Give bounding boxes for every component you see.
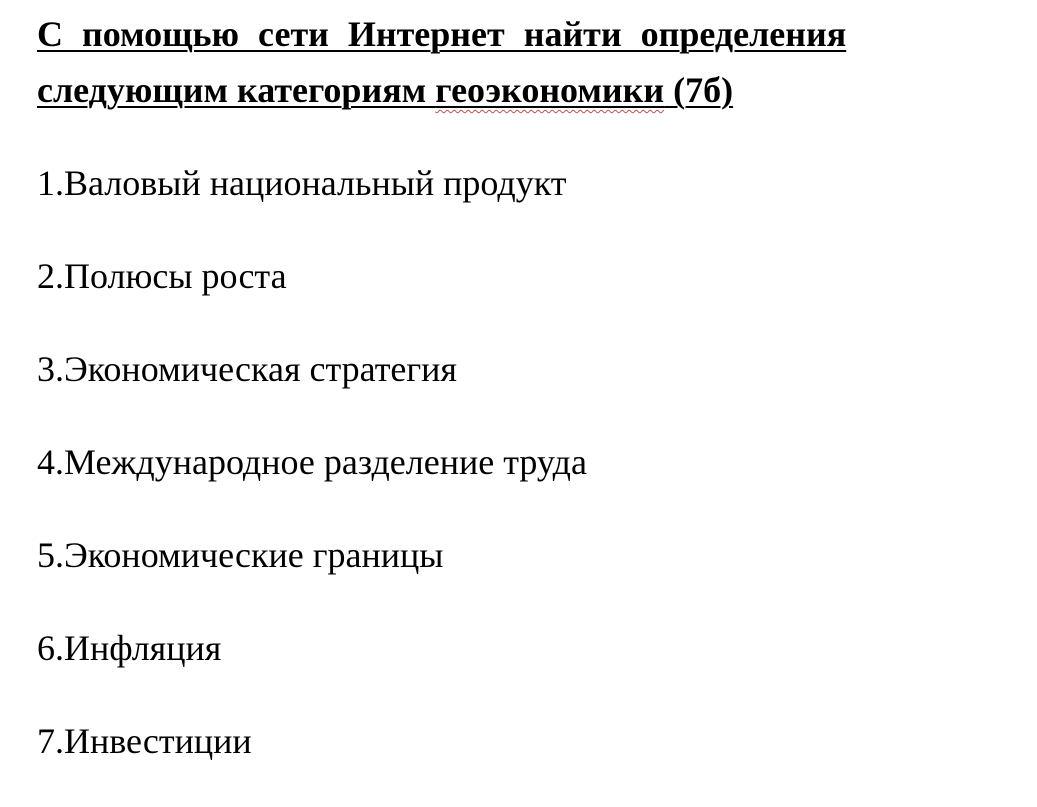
list-item: 4.Международное разделение труда [37, 442, 587, 482]
list-item: 3.Экономическая стратегия [37, 349, 457, 389]
heading-line-2-end: (7б) [664, 70, 734, 110]
list-item: 2.Полюсы роста [37, 256, 287, 296]
spellcheck-marked-word: геоэкономики [435, 70, 665, 110]
list-item: 5.Экономические границы [37, 535, 444, 575]
list-item: 7.Инвестиции [37, 721, 252, 761]
category-list [37, 156, 587, 807]
heading-line-2 [37, 62, 997, 118]
document-page [37, 0, 997, 761]
task-heading [37, 6, 997, 118]
heading-line-1: С помощью сети Интернет найти определения [37, 14, 847, 54]
heading-line-2-start: следующим категориям [37, 70, 436, 110]
list-item: 1.Валовый национальный продукт [37, 163, 567, 203]
list-item: 6.Инфляция [37, 628, 222, 668]
